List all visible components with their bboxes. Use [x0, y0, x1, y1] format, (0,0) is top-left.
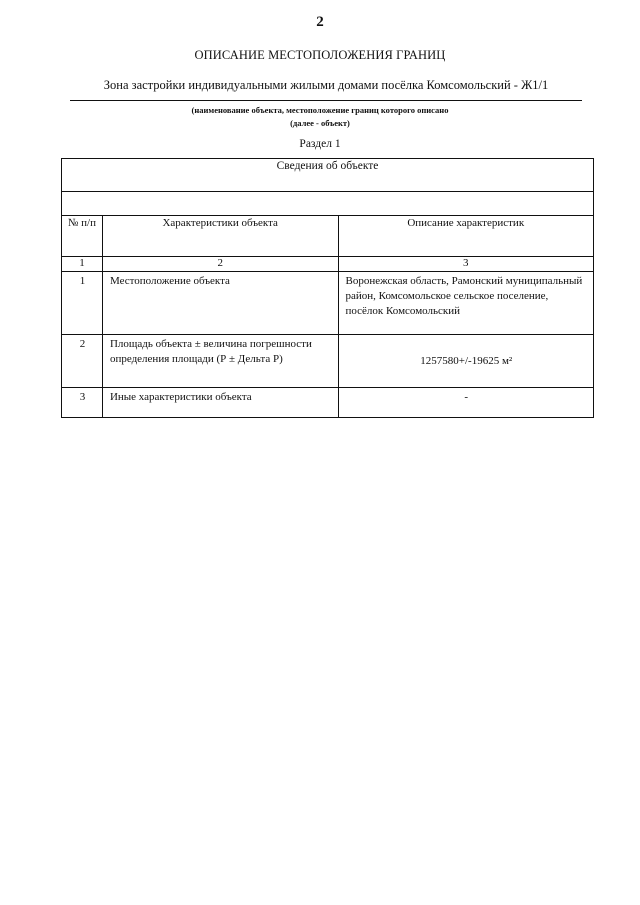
table-row: [62, 272, 594, 335]
row-description-text: -: [464, 391, 469, 403]
row-description-text: Воронежская область, Рамонский муниципальный район, Комсомольское сельское поселение, посёлок Комсомольский: [345, 275, 583, 317]
column-number-2: 2: [102, 257, 338, 272]
row-characteristic-text: Площадь объекта ± величина погрешности определения площади (Р ± Дельта Р): [109, 338, 312, 365]
row-num-text: 2: [79, 338, 86, 350]
object-name: Зона застройки индивидуальными жилыми домами посёлка Комсомольский - Ж1/1: [103, 78, 549, 92]
column-number-1: 1: [62, 257, 103, 272]
object-name-underline: [70, 100, 582, 101]
row-description: [338, 388, 594, 418]
header-num: [62, 216, 103, 257]
row-num-text: 3: [79, 391, 86, 403]
row-num-text: 1: [79, 275, 86, 287]
row-characteristic: [102, 388, 338, 418]
table-row: [62, 335, 594, 388]
row-num: [62, 388, 103, 418]
table-column-numbers-row: [62, 257, 594, 272]
header-description: Описание характеристик: [338, 216, 594, 257]
page-number: 2: [316, 14, 324, 30]
row-description-text: 1257580+/-19625 м²: [420, 354, 513, 367]
table-header-row: [62, 216, 594, 257]
object-caption-line-1: (наименование объекта, местоположение границ которого описано: [191, 105, 449, 115]
row-characteristic: [102, 272, 338, 335]
section-title: Раздел 1: [299, 138, 341, 150]
column-number-3: 3: [338, 257, 594, 272]
row-num: [62, 335, 103, 388]
table-title: Сведения об объекте: [62, 159, 594, 192]
table-row: [62, 388, 594, 418]
row-characteristic-text: Иные характеристики объекта: [109, 391, 252, 403]
row-description: [338, 335, 594, 388]
object-info-table: [61, 158, 594, 418]
row-characteristic: [102, 335, 338, 388]
table-title-row: [62, 159, 594, 192]
row-description: [338, 272, 594, 335]
row-characteristic-text: Местоположение объекта: [109, 275, 230, 287]
table-blank-cell: [62, 192, 594, 216]
header-characteristic: Характеристики объекта: [102, 216, 338, 257]
document-title: ОПИСАНИЕ МЕСТОПОЛОЖЕНИЯ ГРАНИЦ: [194, 48, 446, 62]
object-caption-line-2: (далее - объект): [290, 118, 350, 128]
row-num: [62, 272, 103, 335]
header-num-label: № п/п: [67, 217, 96, 229]
object-caption: [0, 104, 640, 130]
table-blank-row: [62, 192, 594, 216]
